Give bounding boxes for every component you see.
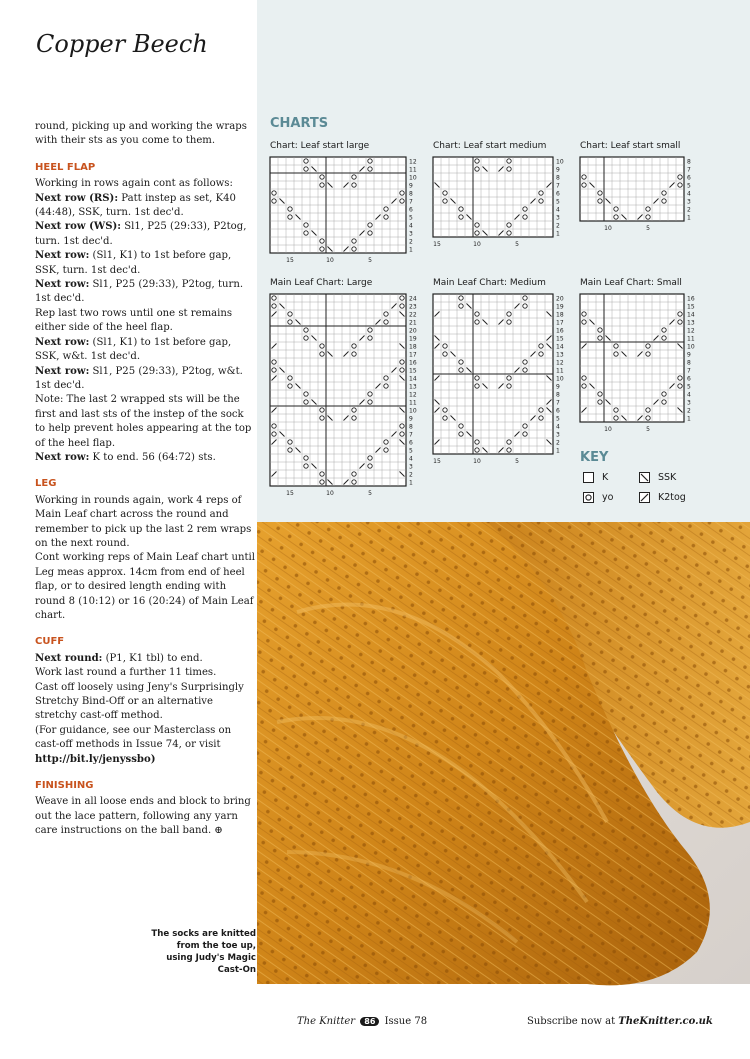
row-number: 15 [687,303,695,311]
footer-magazine-name: The Knitter [297,1016,356,1027]
row-number: 8 [556,391,560,399]
heel-flap-line: Working in rows again cont as follows: [35,178,233,190]
row-number: 2 [687,407,691,415]
chart-title-main-leaf-medium: Main Leaf Chart: Medium [433,278,546,288]
cuff-line: Next round: (P1, K1 tbl) to end. [35,652,203,664]
row-number: 7 [409,198,413,206]
column-label: 15 [286,490,294,497]
sock-photo [257,522,750,984]
row-number: 4 [409,222,413,230]
row-number: 12 [409,391,417,399]
row-number: 2 [556,439,560,447]
row-number: 10 [409,407,417,415]
row-number: 3 [409,230,413,238]
key-item-k2tog [639,492,686,503]
leg-line: Working in rounds again, work 4 reps of Main Leaf chart across the round and remember to pick up the last 2 rem wraps on the next round. [35,494,252,549]
row-number: 8 [687,158,691,166]
cuff-line: http://bit.ly/jenyssbo) [35,753,156,765]
row-number: 1 [409,479,413,487]
row-number: 9 [556,166,560,174]
column-label: 5 [368,490,372,497]
key-heading: KEY [580,450,609,465]
leg-heading: LEG [35,478,57,490]
row-number: 10 [556,158,564,166]
row-number: 11 [409,399,417,407]
page-title: Copper Beech [36,30,208,58]
ssk-symbol-icon [639,472,650,483]
page-number: 86 [360,1017,379,1026]
chart-title-leaf-start-large: Chart: Leaf start large [270,141,370,151]
row-number: 11 [556,367,564,375]
key-label-ssk: SSK [658,472,677,483]
chart-main-leaf-medium [429,292,572,464]
row-number: 4 [556,423,560,431]
row-number: 5 [556,415,560,423]
footer-subscribe [527,1016,713,1027]
row-number: 17 [556,319,564,327]
row-number: 6 [556,407,560,415]
row-number: 12 [409,158,417,166]
heel-flap-line: Next row: K to end. 56 (64:72) sts. [35,451,216,463]
row-number: 11 [409,166,417,174]
row-number: 6 [687,174,691,182]
row-number: 4 [687,391,691,399]
row-number: 13 [556,351,564,359]
row-number: 5 [687,182,691,190]
row-number: 10 [687,343,695,351]
row-number: 16 [409,359,417,367]
pattern-sections [35,161,255,839]
row-number: 12 [687,327,695,335]
yarn-over-symbol-icon [583,492,594,503]
row-number: 3 [687,399,691,407]
row-number: 3 [409,463,413,471]
heel-flap-line: Next row (RS): Patt instep as set, K40 (44:48), SSK, turn. 1st dec'd. [35,192,236,219]
row-number: 1 [409,246,413,254]
row-number: 14 [687,311,695,319]
finishing-heading: FINISHING [35,780,94,792]
row-number: 8 [556,174,560,182]
row-number: 1 [556,447,560,455]
column-label: 10 [473,241,481,248]
row-number: 21 [409,319,417,327]
row-number: 14 [556,343,564,351]
row-number: 12 [556,359,564,367]
row-number: 15 [556,335,564,343]
row-number: 8 [687,359,691,367]
cuff-line: (For guidance, see our Masterclass on cast-off methods in Issue 74, or visit [35,724,232,751]
row-number: 11 [687,335,695,343]
charts-heading: CHARTS [270,116,329,131]
row-number: 3 [556,214,560,222]
row-number: 10 [409,174,417,182]
key-label-k2tog: K2tog [658,492,686,503]
heel-flap-line: Next row (WS): Sl1, P25 (29:33), P2tog, turn. 1st dec'd. [35,221,247,247]
heel-flap-heading: HEEL FLAP [35,161,96,173]
column-label: 10 [326,490,334,497]
row-number: 7 [687,166,691,174]
intro-text: round, picking up and working the wraps with their sts as you come to them. [35,121,247,147]
key-item-ssk [639,472,676,483]
row-number: 7 [556,399,560,407]
chart-leaf-start-medium [429,155,572,247]
row-number: 2 [687,206,691,214]
row-number: 23 [409,303,417,311]
chart-main-leaf-small [576,292,700,432]
row-number: 18 [556,311,564,319]
row-number: 19 [556,303,564,311]
row-number: 20 [409,327,417,335]
row-number: 5 [556,198,560,206]
column-label: 5 [646,426,650,433]
heel-flap-line: Rep last two rows until one st remains either side of the heel flap. [35,307,233,334]
column-label: 15 [433,458,441,465]
heel-flap-line: Next row: Sl1, P25 (29:33), P2tog, turn. 1st dec'd. [35,279,244,305]
footer-site-link[interactable]: TheKnitter.co.uk [618,1016,713,1027]
chart-leaf-start-small [576,155,700,233]
leg-line: Cont working reps of Main Leaf chart until Leg meas approx. 14cm from end of heel flap, or to desired length ending with round 8 (10:12) or 16 (20:24) of Main Leaf chart. [35,552,255,621]
column-label: 10 [604,225,612,232]
row-number: 6 [687,375,691,383]
row-number: 1 [556,230,560,238]
row-number: 6 [556,190,560,198]
row-number: 7 [556,182,560,190]
heel-flap-line: Next row: (Sl1, K1) to 1st before gap, SSK, w&t. 1st dec'd. [35,336,232,363]
row-number: 8 [409,423,413,431]
heel-flap-line: Next row: (Sl1, K1) to 1st before gap, SSK, turn. 1st dec'd. [35,250,232,276]
row-number: 4 [687,190,691,198]
column-label: 10 [326,257,334,264]
row-number: 7 [409,431,413,439]
photo-caption: The socks are knitted from the toe up, using Judy's Magic Cast-On [151,929,256,975]
footer-subscribe-text: Subscribe now at [527,1016,616,1027]
chart-title-main-leaf-large: Main Leaf Chart: Large [270,278,373,288]
row-number: 9 [409,415,413,423]
column-label: 5 [368,257,372,264]
row-number: 3 [556,431,560,439]
row-number: 17 [409,351,417,359]
row-number: 16 [687,295,695,303]
key-label-yo: yo [602,492,614,503]
row-number: 13 [687,319,695,327]
key-item-yo [583,492,613,503]
row-number: 9 [409,182,413,190]
column-label: 15 [433,241,441,248]
row-number: 10 [556,375,564,383]
row-number: 19 [409,335,417,343]
row-number: 16 [556,327,564,335]
key-label-k: K [602,472,609,483]
row-number: 7 [687,367,691,375]
row-number: 4 [556,206,560,214]
row-number: 22 [409,311,417,319]
row-number: 2 [409,471,413,479]
row-number: 2 [409,238,413,246]
row-number: 6 [409,206,413,214]
chart-title-leaf-start-small: Chart: Leaf start small [580,141,681,151]
chart-title-leaf-start-medium: Chart: Leaf start medium [433,141,547,151]
row-number: 18 [409,343,417,351]
footer-magazine [297,1016,427,1027]
row-number: 5 [687,383,691,391]
finishing-line: Weave in all loose ends and block to bring out the lace pattern, following any yarn care instructions on the ball band. ⊕ [35,796,251,837]
row-number: 14 [409,375,417,383]
chart-leaf-start-large [266,155,417,264]
chart-title-main-leaf-small: Main Leaf Chart: Small [580,278,682,288]
pattern-instructions [35,120,255,839]
knit-symbol-icon [583,472,594,483]
row-number: 24 [409,295,417,303]
row-number: 1 [687,214,691,222]
heel-flap-line: Note: The last 2 wrapped sts will be the first and last sts of the instep of the sock to help prevent holes appearing at the top of the heel flap. [35,394,252,449]
row-number: 9 [556,383,560,391]
key-item-k [583,472,608,483]
row-number: 20 [556,295,564,303]
footer-issue: Issue 78 [384,1016,428,1027]
row-number: 5 [409,447,413,455]
column-label: 5 [515,241,519,248]
column-label: 5 [515,458,519,465]
chart-main-leaf-large [266,292,417,497]
row-number: 9 [687,351,691,359]
row-number: 3 [687,198,691,206]
column-label: 5 [646,225,650,232]
row-number: 1 [687,415,691,423]
column-label: 15 [286,257,294,264]
k2tog-symbol-icon [639,492,650,503]
row-number: 13 [409,383,417,391]
row-number: 5 [409,214,413,222]
row-number: 15 [409,367,417,375]
row-number: 8 [409,190,413,198]
column-label: 10 [604,426,612,433]
cuff-line: Work last round a further 11 times. [35,667,217,679]
column-label: 10 [473,458,481,465]
row-number: 4 [409,455,413,463]
row-number: 6 [409,439,413,447]
heel-flap-line: Next row: Sl1, P25 (29:33), P2tog, w&t. 1st dec'd. [35,365,243,391]
cuff-line: Cast off loosely using Jeny's Surprisingly Stretchy Bind-Off or an alternative stretchy cast-off method. [35,681,244,722]
row-number: 2 [556,222,560,230]
cuff-heading: CUFF [35,636,65,648]
